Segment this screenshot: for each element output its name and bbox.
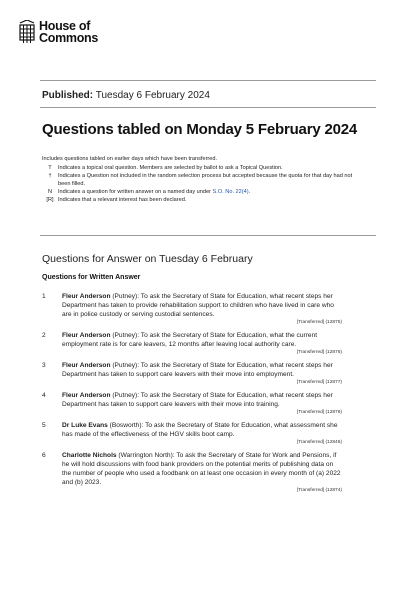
question-text: To ask the Secretary of State for Education, what the current employment rate is for care leavers, 12 months after leaving local authority care. bbox=[62, 332, 318, 348]
legend bbox=[42, 164, 358, 204]
question-item bbox=[42, 361, 342, 386]
intro-text: Includes questions tabled on earlier days which have been transferred. bbox=[42, 156, 218, 162]
question-item bbox=[42, 451, 342, 494]
standing-order-link[interactable]: S.O. No. 22(4) bbox=[212, 189, 249, 195]
legend-row bbox=[42, 196, 358, 204]
question-constituency: (Putney): bbox=[110, 392, 141, 399]
legend-text-with-link bbox=[58, 188, 358, 196]
question-constituency: (Putney): bbox=[110, 293, 141, 300]
top-divider bbox=[40, 80, 376, 81]
question-text: To ask the Secretary of State for Work and Pensions, if he will hold discussions with food bank providers on the potential merits of publishing data on the number of people who used a foodbank on at least one occasion in every month of (a) 2022 and (b) 2023. bbox=[62, 452, 341, 486]
house-of-commons-logo bbox=[18, 20, 98, 44]
question-text: To ask the Secretary of State for Education, what recent steps her Department has taken to support care leavers with their move into training. bbox=[62, 392, 333, 408]
question-item bbox=[42, 331, 342, 356]
portcullis-icon bbox=[18, 20, 36, 44]
question-member: Charlotte Nichols bbox=[62, 452, 117, 459]
question-item bbox=[42, 292, 342, 326]
section-divider bbox=[40, 235, 376, 236]
legend-row bbox=[42, 188, 358, 196]
question-text: To ask the Secretary of State for Education, what assessment she has made of the effectiveness of the HGV skills boot camp. bbox=[62, 422, 338, 438]
question-number: 2 bbox=[42, 332, 46, 339]
question-reference: [Transferred] (12846) bbox=[296, 440, 342, 445]
question-member: Fleur Anderson bbox=[62, 293, 111, 300]
sub-heading: Questions for Written Answer bbox=[42, 274, 141, 281]
legend-text: Indicates a Question not included in the random selection process but accepted because the quota for that day had not been filled. bbox=[58, 173, 353, 187]
legend-symbol: † bbox=[48, 173, 52, 179]
question-constituency: (Warrington North): bbox=[116, 452, 177, 459]
question-text: To ask the Secretary of State for Education, what recent steps her Department has taken to provide rehabilitation support to children who have lived in care who are in police custody or serving custodial sentences. bbox=[62, 293, 334, 318]
published-line bbox=[42, 90, 210, 101]
published-divider bbox=[40, 107, 376, 108]
question-text: To ask the Secretary of State for Education, what recent steps her Department has taken to support care leavers with their move into employment. bbox=[62, 362, 333, 378]
question-item bbox=[42, 421, 342, 446]
question-number: 3 bbox=[42, 362, 46, 369]
question-item bbox=[42, 391, 342, 416]
questions-list bbox=[42, 292, 342, 494]
question-number: 1 bbox=[42, 293, 46, 300]
question-member: Dr Luke Evans bbox=[62, 422, 108, 429]
legend-symbol: [R] bbox=[46, 197, 54, 203]
question-member: Fleur Anderson bbox=[62, 392, 111, 399]
question-member: Fleur Anderson bbox=[62, 332, 111, 339]
legend-text-after: . bbox=[248, 189, 251, 195]
question-reference: [Transferred] (12878) bbox=[296, 410, 342, 415]
legend-row bbox=[42, 164, 358, 172]
logo-line-2: Commons bbox=[39, 31, 99, 45]
question-reference: [Transferred] (12876) bbox=[296, 350, 342, 355]
legend-text: Indicates a topical oral question. Members are selected by ballot to ask a Topical Question. bbox=[58, 165, 283, 171]
section-heading: Questions for Answer on Tuesday 6 February bbox=[42, 253, 253, 265]
legend-text: Indicates that a relevant interest has been declared. bbox=[58, 197, 187, 203]
logo-line-1: House of bbox=[39, 19, 91, 33]
question-number: 4 bbox=[42, 392, 46, 399]
question-number: 6 bbox=[42, 452, 46, 459]
published-label: Published: bbox=[42, 90, 94, 101]
legend-symbol: N bbox=[47, 189, 53, 195]
question-reference: [Transferred] (12877) bbox=[296, 380, 342, 385]
legend-text: Indicates a question for written answer on a named day under bbox=[58, 189, 213, 195]
question-reference: [Transferred] (12875) bbox=[296, 320, 342, 325]
legend-row bbox=[42, 172, 358, 188]
legend-symbol: T bbox=[48, 165, 52, 171]
published-date: Tuesday 6 February 2024 bbox=[95, 90, 210, 101]
question-number: 5 bbox=[42, 422, 46, 429]
question-reference: [Transferred] (12874) bbox=[296, 488, 342, 493]
question-member: Fleur Anderson bbox=[62, 362, 111, 369]
question-constituency: (Putney): bbox=[110, 362, 141, 369]
question-constituency: (Putney): bbox=[110, 332, 141, 339]
page-title: Questions tabled on Monday 5 February 2024 bbox=[42, 121, 358, 138]
question-constituency: (Bosworth): bbox=[107, 422, 146, 429]
